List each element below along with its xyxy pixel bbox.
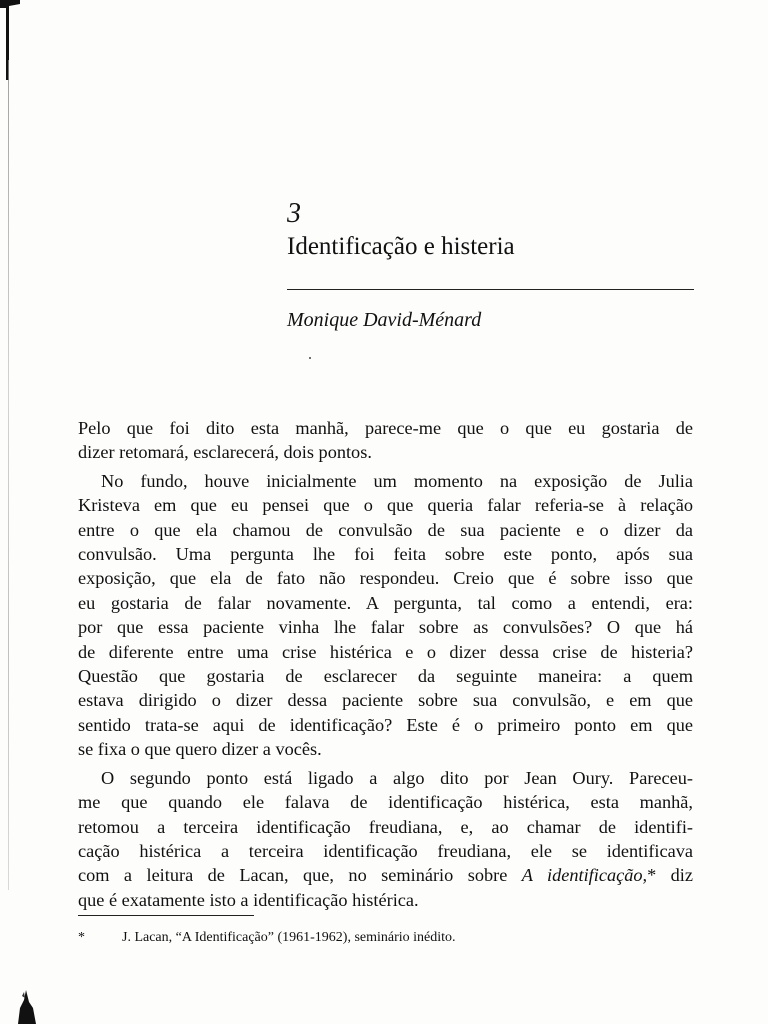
title-divider — [287, 289, 694, 290]
text-line: Kristeva em que eu pensei que o que queria falar referia-se à relação — [78, 495, 693, 516]
text-line: retomou a terceira identificação freudiana, e, ao chamar de identifi- — [78, 816, 693, 837]
paragraph-1 — [78, 416, 693, 465]
text-line: sentido trata-se aqui de identificação? Este é o primeiro ponto em que — [78, 714, 693, 735]
footnote-reference: * diz — [647, 865, 694, 886]
footnote-marker: * — [78, 930, 85, 945]
text-line: convulsão. Uma pergunta lhe foi feita sobre este ponto, após sua — [78, 544, 693, 565]
scan-corner-mark — [0, 0, 20, 80]
text-line: O segundo ponto está ligado a algo dito por Jean Oury. Pareceu- — [101, 767, 693, 788]
scan-edge-line — [8, 60, 9, 890]
paragraph-3 — [78, 766, 693, 912]
footnote — [78, 928, 456, 948]
text-run: com a leitura de Lacan, que, no seminário sobre — [78, 865, 522, 886]
text-line: por que essa paciente vinha lhe falar sobre as convulsões? O que há — [78, 617, 693, 638]
scan-speck — [309, 357, 311, 359]
text-line: Pelo que foi dito esta manhã, parece-me que o que eu gostaria de — [78, 418, 693, 438]
scan-bottom-mark — [14, 986, 40, 1024]
chapter-author: Monique David-Ménard — [287, 309, 482, 331]
text-line: cação histérica a terceira identificação freudiana, ele se identificava — [78, 840, 693, 861]
text-line: de diferente entre uma crise histérica e o dizer dessa crise de histeria? — [78, 641, 693, 662]
text-line: Questão que gostaria de esclarecer da seguinte maneira: a quem — [78, 666, 693, 687]
footnote-divider — [78, 915, 254, 916]
text-line: No fundo, houve inicialmente um momento na exposição de Julia — [101, 470, 693, 491]
body-text — [78, 416, 693, 916]
footnote-text: J. Lacan, “A Identificação” (1961-1962), seminário inédito. — [122, 930, 456, 945]
text-line: me que quando ele falava de identificação histérica, esta manhã, — [78, 792, 693, 813]
chapter-title: Identificação e histeria — [287, 233, 515, 260]
text-line: estava dirigido o dizer dessa paciente sobre sua convulsão, e em que — [78, 690, 693, 711]
text-line: entre o que ela chamou de convulsão de sua paciente e o dizer da — [78, 519, 693, 540]
text-line: dizer retomará, esclarecerá, dois pontos. — [78, 442, 372, 463]
text-line: exposição, que ela de fato não respondeu. Creio que é sobre isso que — [78, 568, 693, 589]
text-line: eu gostaria de falar novamente. A pergunta, tal como a entendi, era: — [78, 592, 693, 613]
seminar-title: A identificação, — [521, 865, 648, 886]
text-line: que é exatamente isto a identificação histérica. — [78, 889, 419, 910]
text-line-with-citation — [78, 863, 693, 887]
text-line: se fixa o que quero dizer a vocês. — [78, 739, 322, 760]
chapter-number: 3 — [287, 198, 301, 229]
paragraph-2 — [78, 469, 693, 762]
